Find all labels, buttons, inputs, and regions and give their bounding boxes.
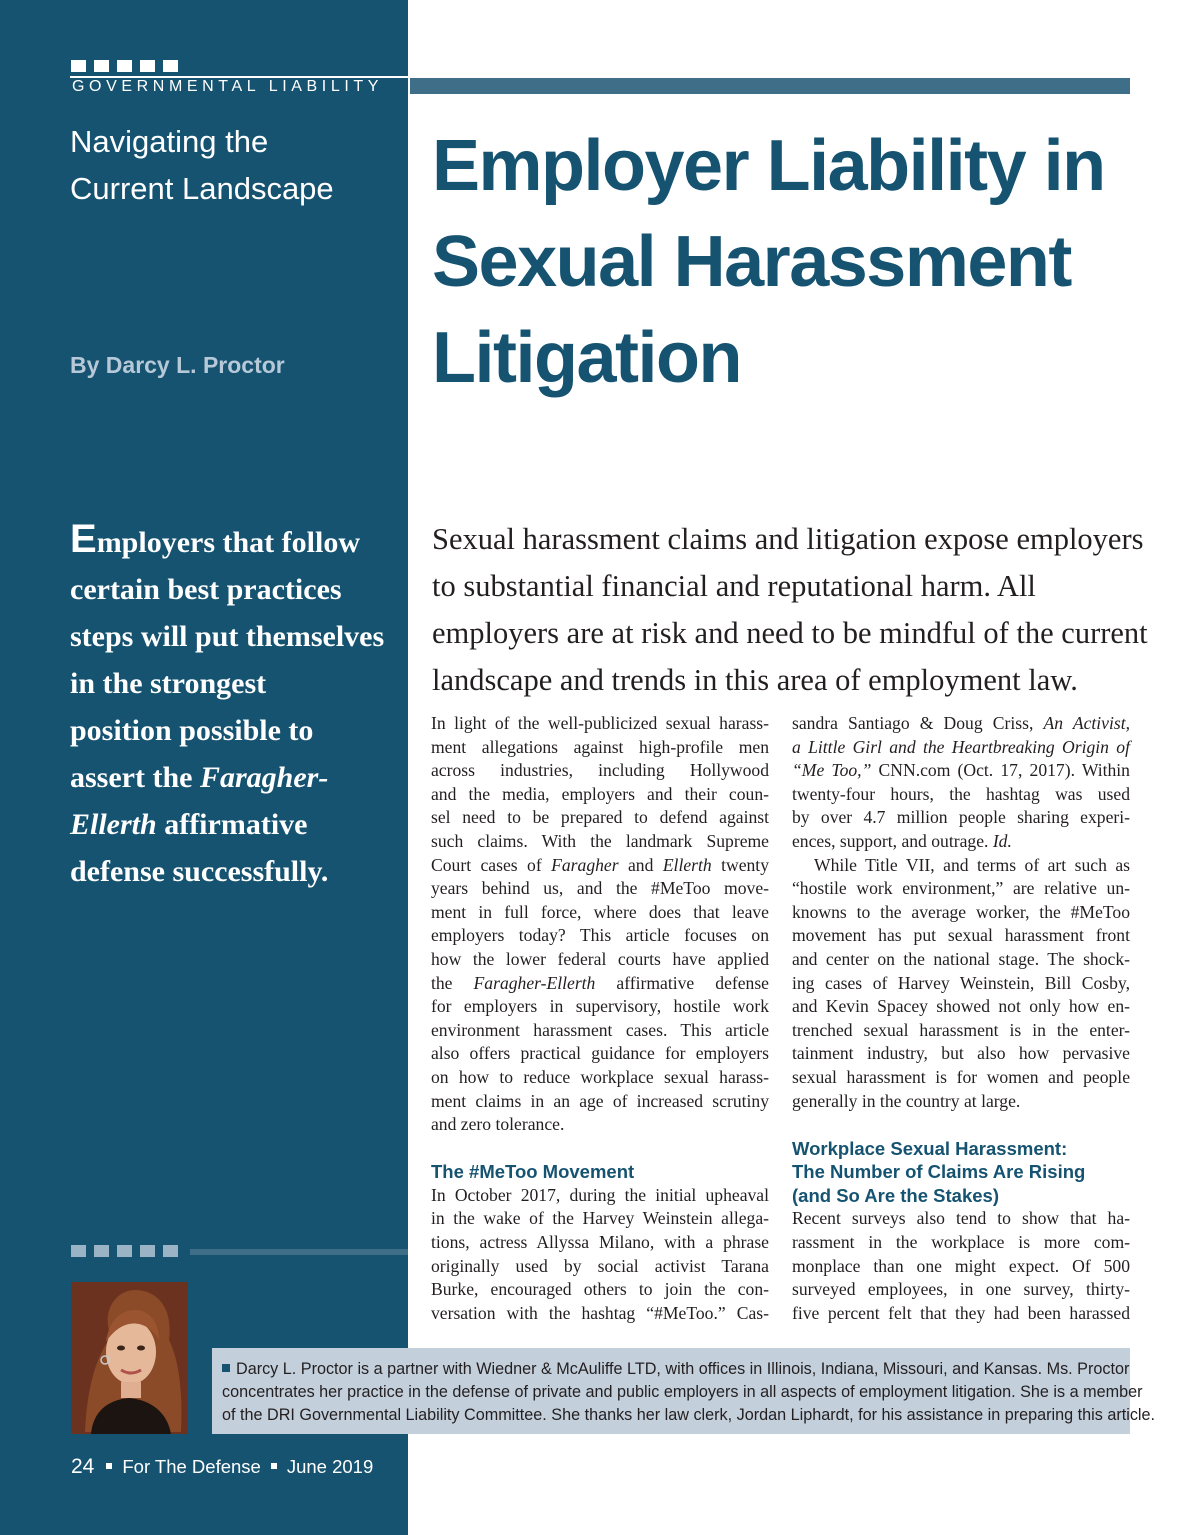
section-squares-decoration (71, 60, 178, 72)
page-number: 24 (71, 1455, 95, 1478)
bio-squares-decoration (71, 1245, 178, 1257)
body-column-right: sandra Santiago & Doug Criss, An Activist, a Little Girl and the Heartbreaking Origin of “Me Too,” CNN.com (Oct. 17, 2017). Within twenty-four hours, the hashtag was used by over 4.7 million people sharing experi- ences, support, and outrage. Id. While Title VII, and terms of art such as “hostile work environment,” are relative un- knowns to the average worker, the #MeToo movement has put sexual harassment front and center on the national stage. The shock- ing cases of Harvey Weinstein, Bill Cosby, and Kevin Spacey showed not only how en- trenched sexual harassment is in the enter- tainment industry, but also how pervasive sexual harassment is for women and people generally in the country at large. Workplace Sexual Harassment: The Number of Claims Are Rising (and So Are the Stakes) Recent surveys also tend to show that ha- rassment in the workplace is more com- monplace than one might expect. Of 500 surveyed employees, in one survey, thirty- five percent felt that they had been harassed (792, 713, 1130, 1323)
article-subtitle (70, 118, 370, 212)
headline-line: Sexual Harassment (432, 222, 1071, 302)
author-photo (71, 1282, 188, 1434)
separator-icon (271, 1463, 277, 1469)
subtitle-line: Current Landscape (70, 171, 334, 206)
headline-line: Employer Liability in (432, 126, 1105, 206)
author-bio: Darcy L. Proctor is a partner with Wiedner & McAuliffe LTD, with offices in Illinois, Indiana, Missouri, and Kansas. Ms. Proctor concentrates her practice in the defense of private and public employers in all aspects of employment litigation. She is a member of the DRI Governmental Liability Committee. She thanks her law clerk, Jordan Liphardt, for his assistance in preparing this article. (222, 1360, 1156, 1425)
publication-name: For The Defense (122, 1456, 261, 1477)
author-byline: By Darcy L. Proctor (70, 352, 285, 378)
page-footer (71, 1455, 373, 1479)
article-intro: Sexual harassment claims and litigation expose employers to substantial financial and reputational harm. All employers are at risk and need to be mindful of the current landscape and trends in this area of employment law. (432, 522, 1148, 697)
section-heading: The #MeToo Movement (431, 1161, 635, 1183)
issue-date: June 2019 (286, 1456, 374, 1477)
section-heading: Workplace Sexual Harassment: The Number of Claims Are Rising (and So Are the Stakes) (792, 1137, 1086, 1206)
pull-quote: Employers that follow certain best practices steps will put themselves in the strongest position possible to assert the Faragher- Ellerth affirmative defense successfully. (70, 517, 385, 888)
bullet-square-icon (222, 1364, 230, 1372)
drop-cap: E (70, 517, 97, 561)
article-headline (432, 118, 1192, 406)
separator-icon (106, 1463, 112, 1469)
body-column-left: In light of the well-publicized sexual harass- ment allegations against high-profile men across industries, including Hollywood and the media, employers and their coun- sel need to be prepared to defend against such claims. With the landmark Supreme Court cases of Faragher and Ellerth twenty years behind us, and the #MeToo move- ment in full force, where does that leave employers today? This article focuses on how the lower federal courts have applied the Faragher-Ellerth affirmative defense for employers in supervisory, hostile work environment harassment cases. This article also offers practical guidance for employers on how to reduce workplace sexual harass- ment claims in an age of increased scrutiny and zero tolerance. The #MeToo Movement In October 2017, during the initial upheaval in the wake of the Harvey Weinstein allega- tions, actress Allyssa Milano, with a phrase originally used by social activist Tarana Burke, encouraged others to join the con- versation with the hashtag “#MeToo.” Cas- (431, 713, 769, 1323)
section-label: GOVERNMENTAL LIABILITY (72, 78, 384, 95)
bio-rule (190, 1249, 408, 1255)
subtitle-line: Navigating the (70, 124, 269, 159)
headline-line: Litigation (432, 318, 741, 398)
